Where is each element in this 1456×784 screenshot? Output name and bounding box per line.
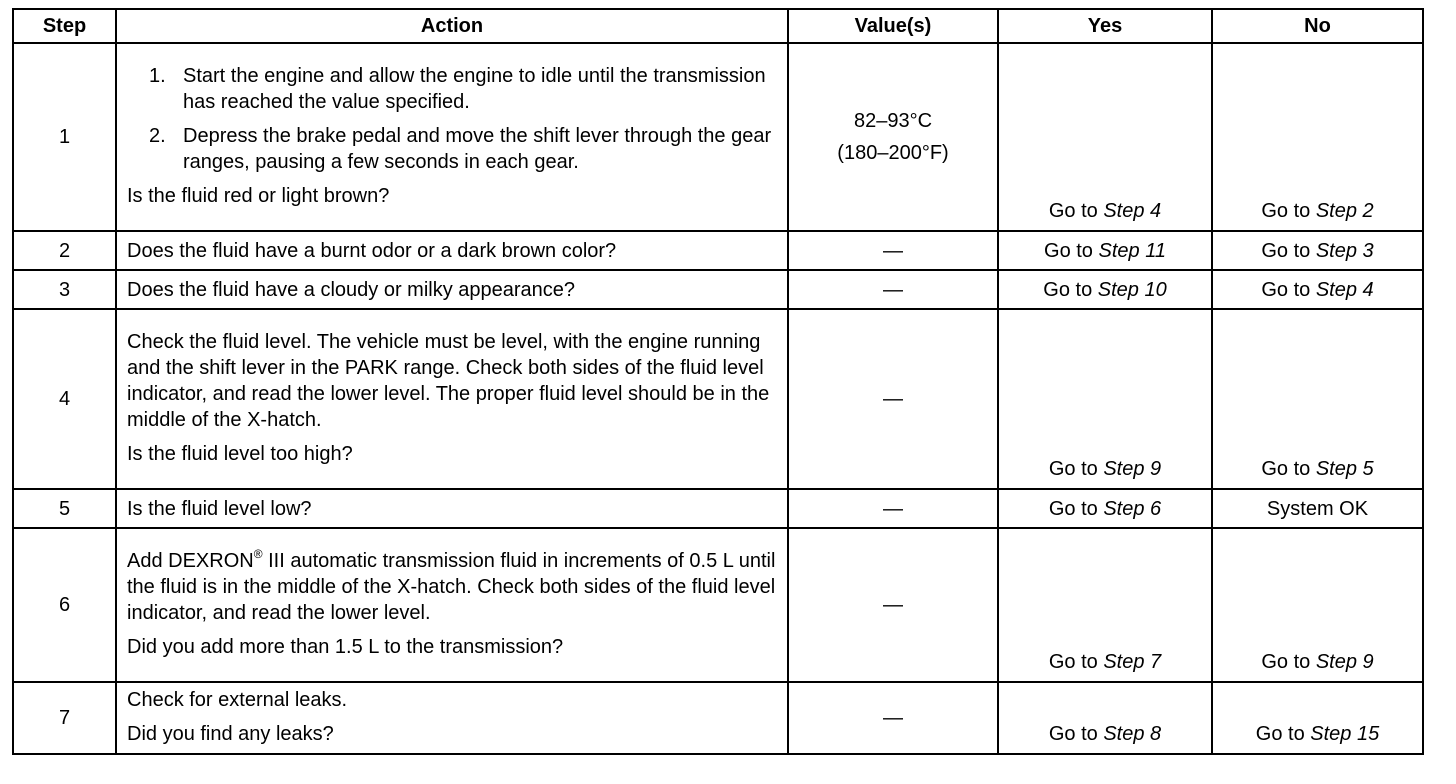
action-question: Does the fluid have a burnt odor or a dark brown color? <box>127 239 617 262</box>
value-celsius: 82–93°C <box>853 110 933 132</box>
header-values: Value(s) <box>788 9 998 43</box>
table-row-step-2 <box>13 231 1423 270</box>
action-text: Check for external leaks. <box>127 689 348 711</box>
no-step-link[interactable]: Step 15 <box>1310 723 1380 745</box>
action-text <box>127 548 777 626</box>
action-question: Did you add more than 1.5 L to the transmission? <box>127 636 564 658</box>
step-number: 5 <box>13 489 116 528</box>
yes-prefix: Go to <box>1048 200 1104 222</box>
no-step-link[interactable]: Step 3 <box>1315 239 1374 262</box>
list-item <box>127 63 777 115</box>
action-cell <box>116 682 788 754</box>
table-row-step-7 <box>13 682 1423 754</box>
no-cell <box>1212 682 1423 754</box>
no-prefix: Go to <box>1261 458 1316 480</box>
action-text: Check the fluid level. The vehicle must be level, with the engine running and the shift lever in the PARK range. Check both sides of the fluid level indicator, and read the lower level. The proper fluid level should be in the middle of the X-hatch. <box>127 331 770 431</box>
header-action: Action <box>116 9 788 43</box>
action-cell <box>116 43 788 231</box>
header-step: Step <box>13 9 116 43</box>
yes-prefix: Go to <box>1044 239 1099 262</box>
table-row-step-4 <box>13 309 1423 489</box>
no-prefix: Go to <box>1255 723 1311 745</box>
value-cell: — <box>788 270 998 309</box>
table-row-step-3 <box>13 270 1423 309</box>
action-question: Is the fluid red or light brown? <box>127 185 390 207</box>
step-number: 7 <box>13 682 116 754</box>
list-item-text: Start the engine and allow the engine to idle until the transmission has reached the value specified. <box>183 65 766 113</box>
action-cell <box>116 489 788 528</box>
yes-cell <box>998 309 1212 489</box>
list-item-number: 1. <box>149 65 166 87</box>
yes-step-link[interactable]: Step 7 <box>1103 651 1162 673</box>
value-cell: — <box>788 489 998 528</box>
action-cell <box>116 231 788 270</box>
yes-prefix: Go to <box>1048 651 1104 673</box>
yes-step-link[interactable]: Step 8 <box>1103 723 1162 745</box>
value-cell: — <box>788 309 998 489</box>
yes-cell <box>998 43 1212 231</box>
yes-step-link[interactable]: Step 4 <box>1103 200 1162 222</box>
value-cell: — <box>788 231 998 270</box>
value-fahrenheit: (180–200°F) <box>837 142 949 164</box>
step-number: 3 <box>13 270 116 309</box>
registered-mark: ® <box>253 547 263 561</box>
yes-prefix: Go to <box>1048 458 1104 480</box>
no-step-link[interactable]: Step 4 <box>1315 278 1374 301</box>
action-question: Is the fluid level low? <box>127 497 312 520</box>
action-text-part-b: III automatic transmission fluid in increments of 0.5 L until the fluid is in the middle of the X-hatch. Check both sides of the fluid level indicator, and read the lower level. <box>127 550 776 624</box>
no-cell <box>1212 231 1423 270</box>
yes-step-link[interactable]: Step 10 <box>1097 278 1167 301</box>
value-cell: — <box>788 528 998 682</box>
action-question: Does the fluid have a cloudy or milky appearance? <box>127 278 576 301</box>
no-cell <box>1212 528 1423 682</box>
action-cell <box>116 270 788 309</box>
no-prefix: Go to <box>1261 278 1316 301</box>
no-cell <box>1212 43 1423 231</box>
diagnostic-table <box>12 8 1424 755</box>
yes-step-link[interactable]: Step 9 <box>1103 458 1162 480</box>
value-cell: — <box>788 682 998 754</box>
step-number: 1 <box>13 43 116 231</box>
no-prefix: Go to <box>1261 651 1316 673</box>
list-item-text: Depress the brake pedal and move the shift lever through the gear ranges, pausing a few seconds in each gear. <box>183 125 772 173</box>
table-row-step-5 <box>13 489 1423 528</box>
no-step-link[interactable]: Step 2 <box>1315 200 1374 222</box>
yes-prefix: Go to <box>1043 278 1098 301</box>
step-number: 2 <box>13 231 116 270</box>
action-list <box>127 63 777 175</box>
diagnostic-table-sheet <box>12 8 1422 755</box>
no-cell <box>1212 309 1423 489</box>
no-prefix: Go to <box>1261 200 1316 222</box>
yes-prefix: Go to <box>1048 723 1104 745</box>
step-number: 6 <box>13 528 116 682</box>
table-row-step-6 <box>13 528 1423 682</box>
yes-cell <box>998 682 1212 754</box>
yes-cell <box>998 489 1212 528</box>
yes-cell <box>998 528 1212 682</box>
header-row <box>13 9 1423 43</box>
table-row-step-1 <box>13 43 1423 231</box>
no-cell-system-ok: System OK <box>1212 489 1423 528</box>
action-cell <box>116 309 788 489</box>
step-number: 4 <box>13 309 116 489</box>
yes-prefix: Go to <box>1048 497 1104 520</box>
yes-cell <box>998 231 1212 270</box>
value-cell <box>788 43 998 231</box>
yes-cell <box>998 270 1212 309</box>
header-no: No <box>1212 9 1423 43</box>
yes-step-link[interactable]: Step 6 <box>1103 497 1162 520</box>
list-item <box>127 123 777 175</box>
action-question: Is the fluid level too high? <box>127 443 353 465</box>
no-step-link[interactable]: Step 9 <box>1315 651 1374 673</box>
action-text-part-a: Add DEXRON <box>127 550 254 572</box>
no-cell <box>1212 270 1423 309</box>
list-item-number: 2. <box>149 125 166 147</box>
yes-step-link[interactable]: Step 11 <box>1098 239 1166 262</box>
no-step-link[interactable]: Step 5 <box>1315 458 1374 480</box>
action-cell <box>116 528 788 682</box>
header-yes: Yes <box>998 9 1212 43</box>
action-question: Did you find any leaks? <box>127 723 334 745</box>
no-prefix: Go to <box>1261 239 1316 262</box>
